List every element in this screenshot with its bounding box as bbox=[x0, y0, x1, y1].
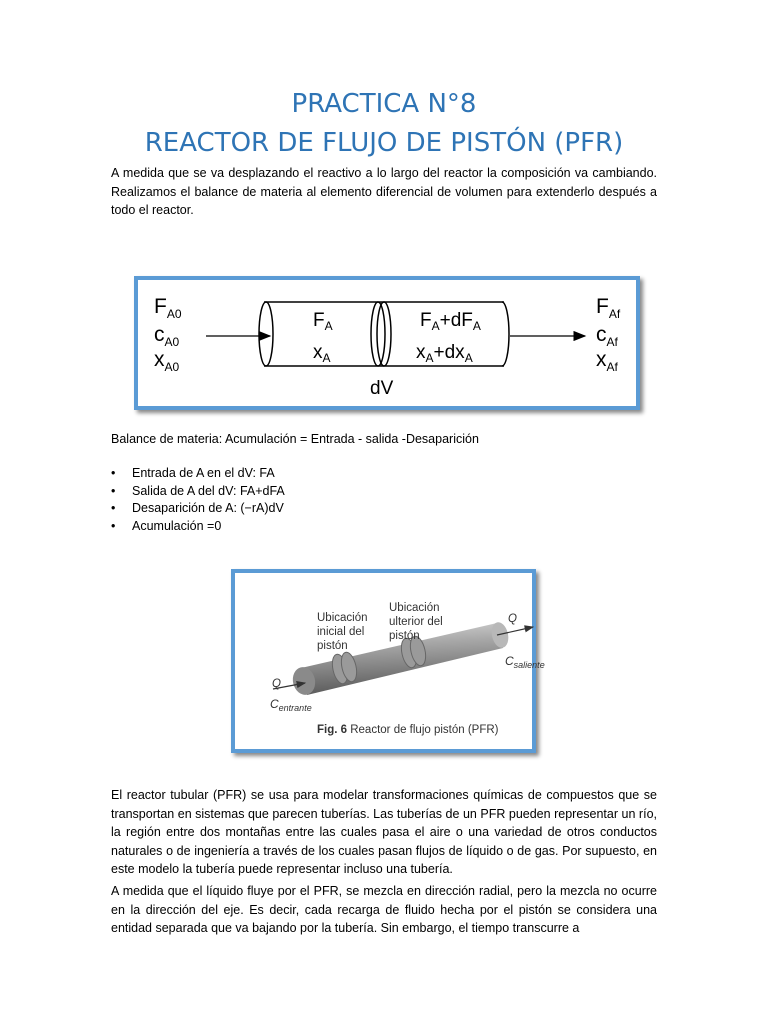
later-piston-label: Ubicación ulterior del pistón bbox=[389, 602, 443, 642]
outlet-conversion-label: $x_{Af}$ bbox=[596, 348, 618, 374]
element-out-conversion-label: $x_A+dx_A$ bbox=[416, 342, 473, 365]
list-item: • Salida de A del dV: FA+dFA bbox=[111, 483, 285, 501]
pfr-diagram-figure bbox=[134, 276, 640, 410]
page-subtitle: REACTOR DE FLUJO DE PISTÓN (PFR) bbox=[144, 128, 624, 158]
initial-piston-label: Ubicación inicial del pistón bbox=[317, 612, 368, 652]
pfr-description-paragraph: El reactor tubular (PFR) se usa para modelar transformaciones químicas de compuestos que se transportan en sistemas que parecen tuberías. Las tuberías de un PFR pueden representar un río, la región entre dos montañas entre las cuales pasa el aire o una variedad de otros conductos naturales o de ingeniería a través de los cuales pasan flujos de líquido o de gas. Por supuesto, en este modelo la tubería puede representar incluso una tubería. bbox=[111, 788, 657, 876]
list-item: • Entrada de A en el dV: FA bbox=[111, 465, 285, 483]
pfr-illustration-figure bbox=[231, 569, 545, 753]
element-conversion-label: $x_A$ bbox=[313, 342, 331, 365]
bullet-icon: • bbox=[111, 483, 116, 498]
inlet-concentration: $C_{entrante}$ bbox=[270, 697, 312, 713]
pfr-mixing-paragraph: A medida que el líquido fluye por el PFR, se mezcla en dirección radial, pero la mezcla no ocurre en la dirección del eje. Es decir, cada recarga de fluido hecha por el pistón se considera una entidad separada que va bajando por la tubería. Sin embargo, el tiempo transcurre a bbox=[111, 884, 657, 935]
figure-caption: Fig. 6 Reactor de flujo pistón (PFR) bbox=[317, 724, 499, 736]
inlet-flow-label: $F_{A0}$ bbox=[154, 295, 182, 321]
volume-element-label: dV bbox=[370, 378, 394, 399]
outlet-concentration-label: $c_{Af}$ bbox=[596, 323, 618, 349]
element-flow-label: $F_A$ bbox=[313, 310, 333, 333]
outlet-concentration: $C_{saliente}$ bbox=[505, 654, 545, 670]
page-title: PRACTICA N°8 bbox=[291, 89, 477, 119]
pfr-element-diagram bbox=[138, 280, 636, 406]
balance-terms-list bbox=[111, 465, 285, 535]
intro-paragraph: A medida que se va desplazando el reactivo a lo largo del reactor la composición va cambiando. Realizamos el balance de materia al elemento diferencial de volumen para extenderlo después a todo el reactor. bbox=[111, 166, 657, 217]
outlet-flow-label: $F_{Af}$ bbox=[596, 295, 621, 321]
bullet-icon: • bbox=[111, 501, 116, 515]
inlet-conversion-label: $x_{A0}$ bbox=[154, 348, 180, 374]
list-item: • Acumulación =0 bbox=[111, 518, 285, 536]
inlet-concentration-label: $c_{A0}$ bbox=[154, 323, 180, 349]
list-item: • Desaparición de A: (−rA)dV bbox=[111, 500, 285, 518]
bullet-icon: • bbox=[111, 518, 116, 533]
element-out-flow-label: $F_A+dF_A$ bbox=[420, 310, 481, 333]
bullet-icon: • bbox=[111, 466, 116, 480]
outlet-flow-q: Q bbox=[508, 613, 517, 625]
inlet-flow-q: Q bbox=[272, 678, 281, 690]
balance-equation: Balance de materia: Acumulación = Entrada - salida -Desaparición bbox=[111, 432, 479, 446]
pfr-tube-illustration bbox=[235, 573, 545, 749]
